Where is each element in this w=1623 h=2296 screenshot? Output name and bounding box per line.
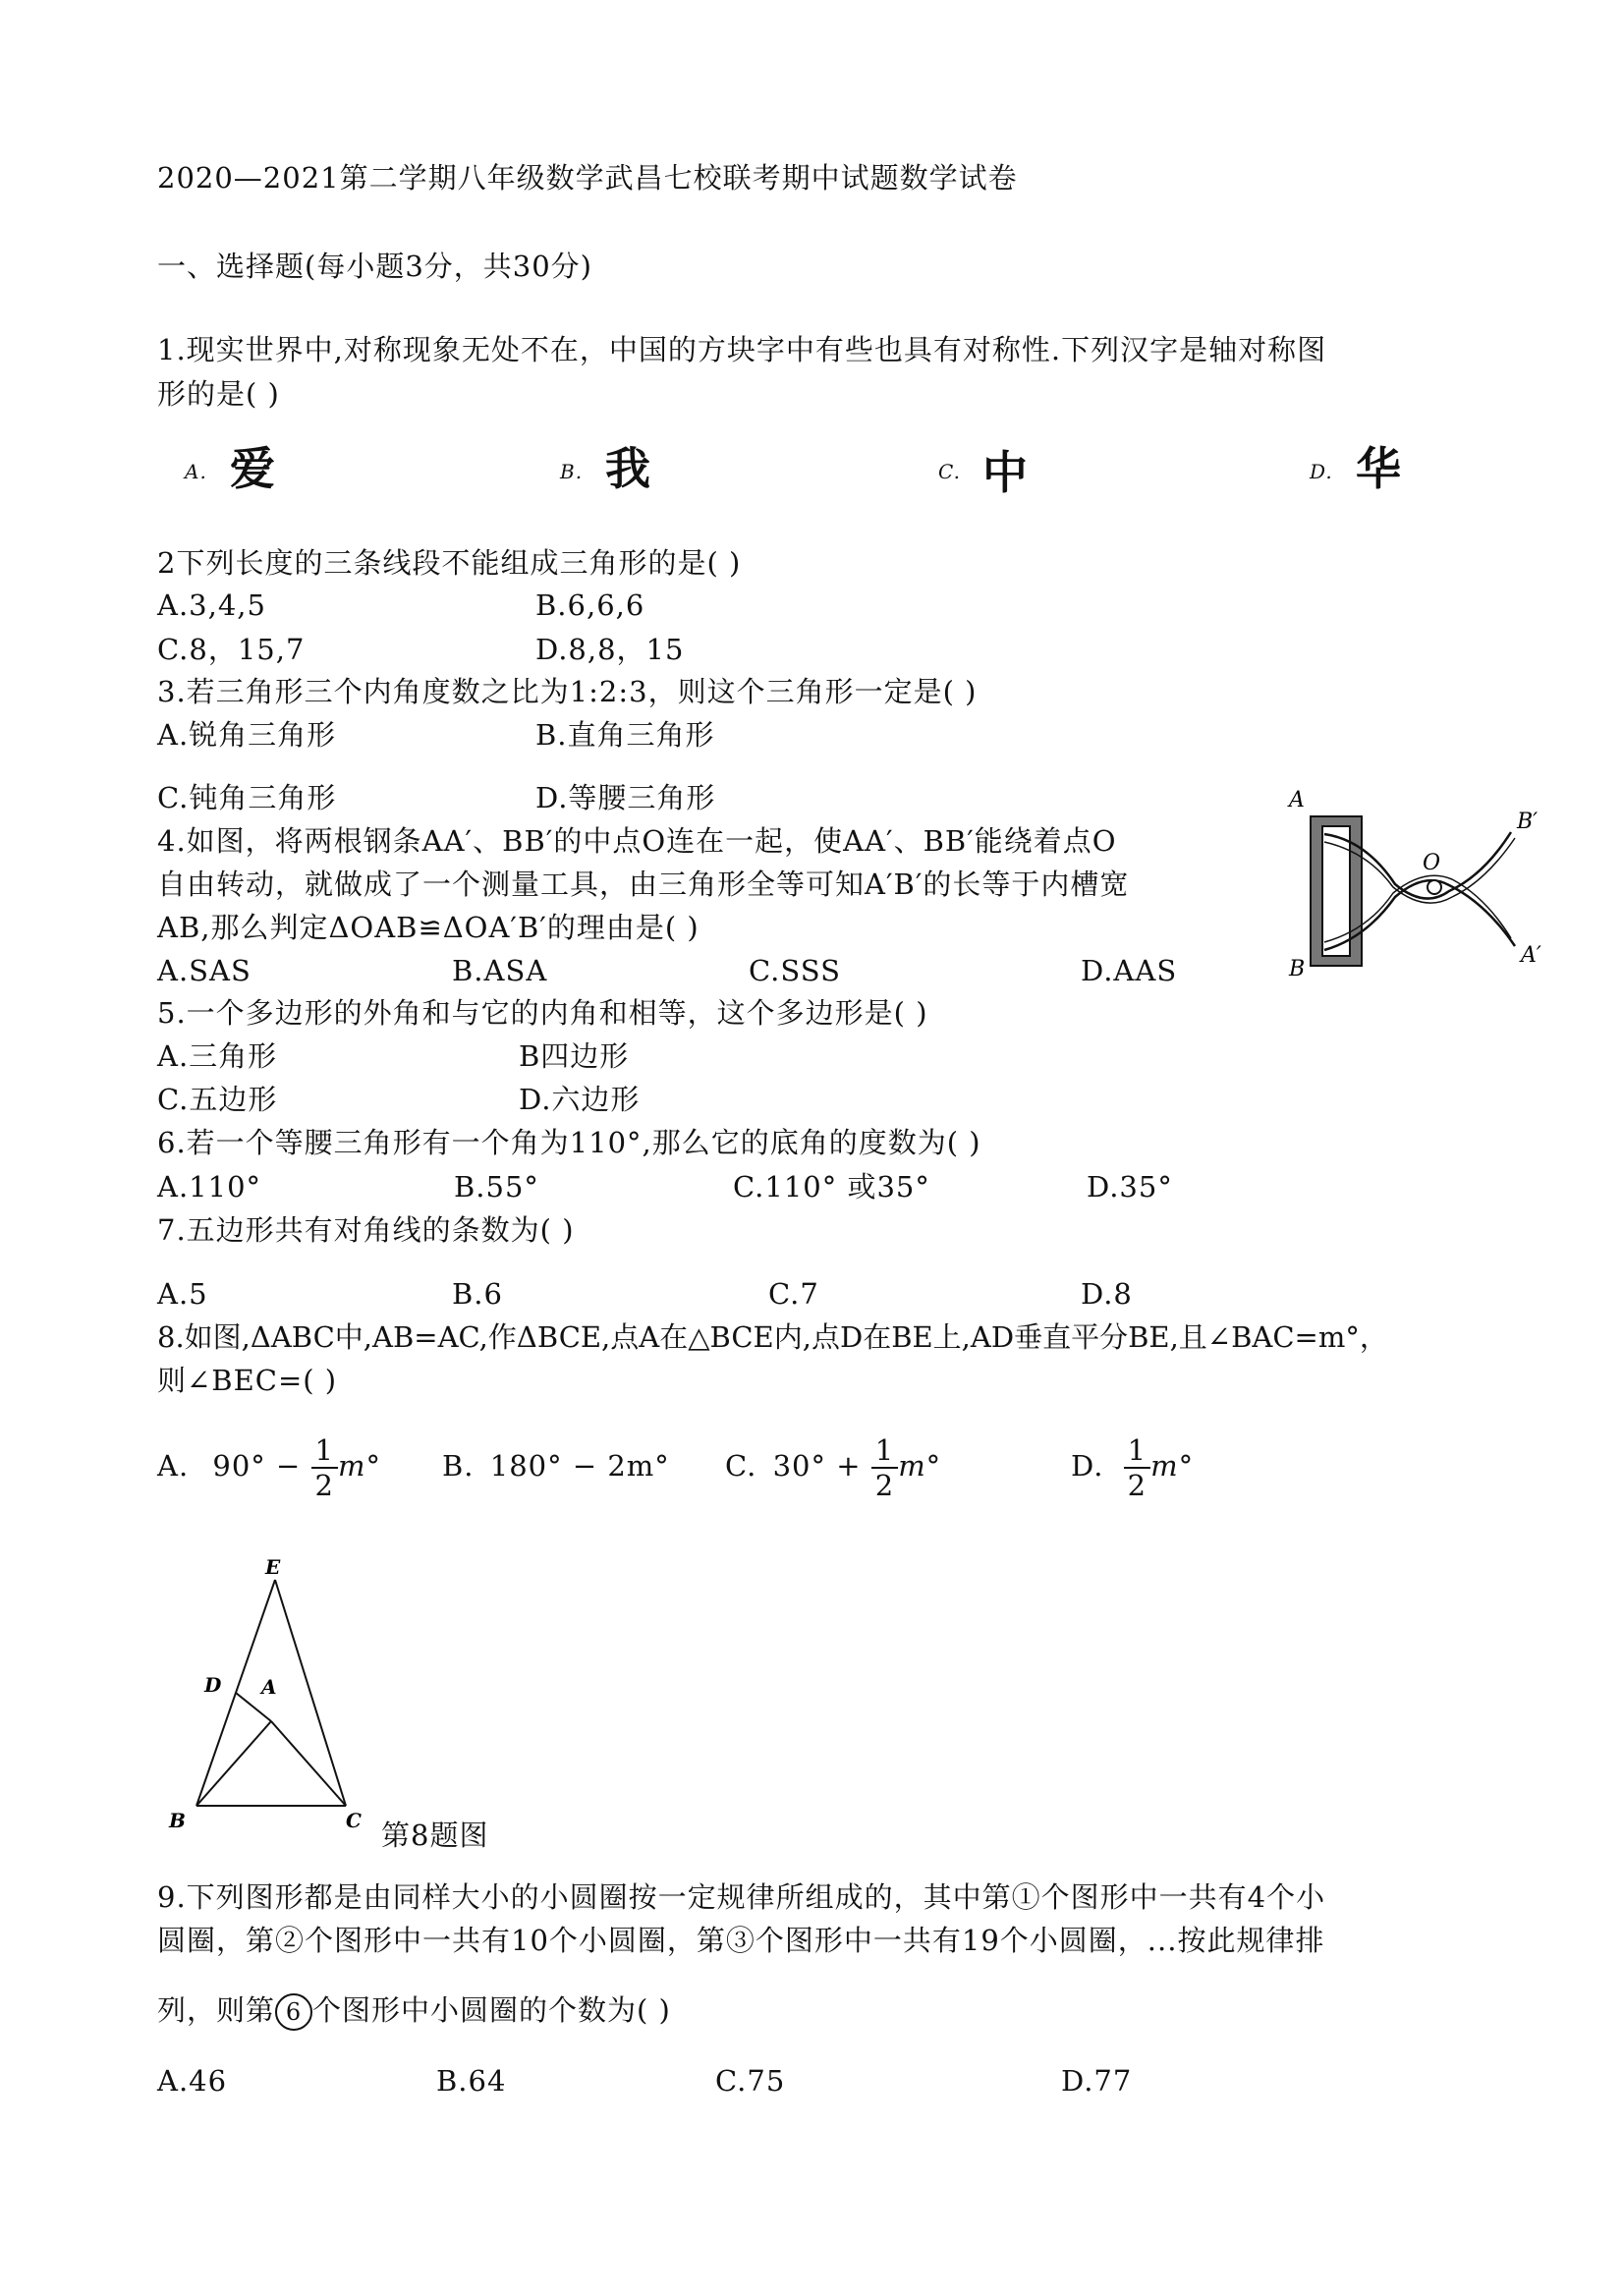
q4-label-Bprime: B′: [1517, 810, 1539, 834]
q8-option-c-post: m°: [898, 1449, 942, 1483]
q3-option-b: B.直角三角形: [535, 718, 715, 752]
q1-option-c-label: C.: [938, 460, 961, 483]
q5-option-d: D.六边形: [519, 1083, 641, 1116]
q4-label-B: B: [1289, 957, 1306, 981]
q4-label-A: A: [1289, 788, 1305, 812]
q4-option-a: A.SAS: [157, 954, 252, 987]
page-title: 2020—2021第二学期八年级数学武昌七校联考期中试题数学试卷: [157, 161, 1018, 195]
q1-option-b-char: 我: [605, 442, 651, 495]
q8-option-d-post: m°: [1150, 1449, 1195, 1483]
q5-option-b: B四边形: [519, 1039, 630, 1073]
q7-option-a: A.5: [157, 1277, 208, 1311]
q2-stem: 2下列长度的三条线段不能组成三角形的是( ): [157, 546, 742, 580]
q6-option-a: A.110°: [157, 1170, 262, 1204]
q4-label-O: O: [1423, 851, 1441, 875]
q8-stem-line1: 8.如图,ΔABC中,AB=AC,作ΔBCE,点A在△BCE内,点D在BE上,AD垂直平分BE,且∠BAC=m°，: [157, 1320, 1388, 1354]
q5-stem: 5.一个多边形的外角和与它的内角和相等，这个多边形是( ): [157, 996, 928, 1030]
q8-option-a-label: A.: [157, 1449, 190, 1483]
q1-option-a-char: 爱: [230, 442, 276, 495]
q6-option-d: D.35°: [1087, 1170, 1173, 1204]
q9-stem-line1: 9.下列图形都是由同样大小的小圆圈按一定规律所组成的，其中第①个图形中一共有4个小: [157, 1880, 1326, 1914]
q4-stem-line2: 自由转动，就做成了一个测量工具，由三角形全等可知A′B′的长等于内槽宽: [157, 868, 1130, 901]
q4-option-c: C.SSS: [749, 954, 841, 987]
q4-label-Aprime: A′: [1521, 943, 1541, 968]
q8-option-c-label: C.: [725, 1449, 757, 1483]
q1-stem-line1: 1.现实世界中,对称现象无处不在，中国的方块字中有些也具有对称性.下列汉字是轴对称图: [157, 333, 1327, 366]
q2-option-c: C.8，15,7: [157, 633, 306, 666]
q8-label-A: A: [261, 1675, 277, 1699]
q4-option-d: D.AAS: [1081, 954, 1178, 987]
q8-option-c-pre: 30° +: [772, 1449, 862, 1483]
q5-option-a: A.三角形: [157, 1039, 278, 1073]
q7-option-b: B.6: [452, 1277, 503, 1311]
q8-option-d-label: D.: [1071, 1449, 1104, 1483]
q6-option-c: C.110° 或35°: [733, 1170, 930, 1204]
q2-option-a: A.3,4,5: [157, 588, 266, 622]
q9-circled-number: 6: [275, 1993, 312, 2031]
q5-option-c: C.五边形: [157, 1083, 278, 1116]
q8-option-d: [1071, 1427, 1194, 1505]
q7-option-c: C.7: [768, 1277, 819, 1311]
q9-option-d: D.77: [1061, 2064, 1133, 2098]
q4-stem-line3: AB,那么判定ΔOAB≌ΔOA′B′的理由是( ): [157, 911, 700, 944]
q9-stem-line3: 列，则第 6 个图形中小圆圈的个数为( ): [157, 1992, 671, 2031]
q8-figure: [157, 1552, 393, 1837]
q8-option-d-fraction: $\frac{1}{2}$: [1124, 1433, 1150, 1502]
q4-option-b: B.ASA: [452, 954, 548, 987]
q8-option-c: [725, 1427, 941, 1505]
q8-stem-line2: 则∠BEC=( ): [157, 1364, 338, 1397]
q4-figure: [1277, 781, 1572, 982]
q8-option-c-fraction: $\frac{1}{2}$: [871, 1433, 898, 1502]
q9-stem-line2: 圆圈，第②个图形中一共有10个小圆圈，第③个图形中一共有19个小圆圈，...按此规律排: [157, 1924, 1325, 1957]
q8-option-b-text: 180° − 2m°: [489, 1449, 670, 1483]
q1-option-b-label: B.: [560, 460, 584, 483]
q1-stem-line2: 形的是( ): [157, 377, 280, 411]
q8-label-C: C: [346, 1809, 362, 1832]
q2-option-d: D.8,8，15: [535, 633, 685, 666]
q1-option-c-char: 中: [982, 446, 1029, 499]
q8-option-a: [157, 1427, 381, 1505]
q9-option-a: A.46: [157, 2064, 228, 2098]
q6-stem: 6.若一个等腰三角形有一个角为110°,那么它的底角的度数为( ): [157, 1126, 981, 1159]
q6-option-b: B.55°: [454, 1170, 539, 1204]
q4-stem-line1: 4.如图，将两根钢条AA′、BB′的中点O连在一起，使AA′、BB′能绕着点O: [157, 824, 1117, 858]
q1-option-d-char: 华: [1356, 442, 1402, 495]
q7-option-d: D.8: [1081, 1277, 1133, 1311]
q8-option-a-pre: 90° −: [212, 1449, 302, 1483]
q9-option-c: C.75: [715, 2064, 786, 2098]
q3-option-a: A.锐角三角形: [157, 718, 337, 752]
q9-option-b: B.64: [436, 2064, 507, 2098]
q3-stem: 3.若三角形三个内角度数之比为1:2:3，则这个三角形一定是( ): [157, 675, 978, 708]
section-heading: 一、选择题(每小题3分，共30分): [157, 250, 592, 283]
q8-label-D: D: [204, 1673, 222, 1697]
q1-option-a-label: A.: [185, 460, 207, 483]
q3-option-d: D.等腰三角形: [535, 781, 716, 814]
q8-option-a-fraction: $\frac{1}{2}$: [311, 1433, 338, 1502]
q8-label-B: B: [169, 1809, 186, 1832]
q8-figure-caption: 第8题图: [381, 1819, 489, 1852]
q3-option-c: C.钝角三角形: [157, 781, 337, 814]
q2-option-b: B.6,6,6: [535, 588, 645, 622]
q7-stem: 7.五边形共有对角线的条数为( ): [157, 1213, 575, 1247]
q8-option-b-label: B.: [442, 1449, 475, 1483]
q8-option-a-post: m°: [337, 1449, 381, 1483]
q8-option-b: [442, 1427, 670, 1505]
q1-option-d-label: D.: [1310, 460, 1333, 483]
q8-label-E: E: [265, 1555, 281, 1579]
